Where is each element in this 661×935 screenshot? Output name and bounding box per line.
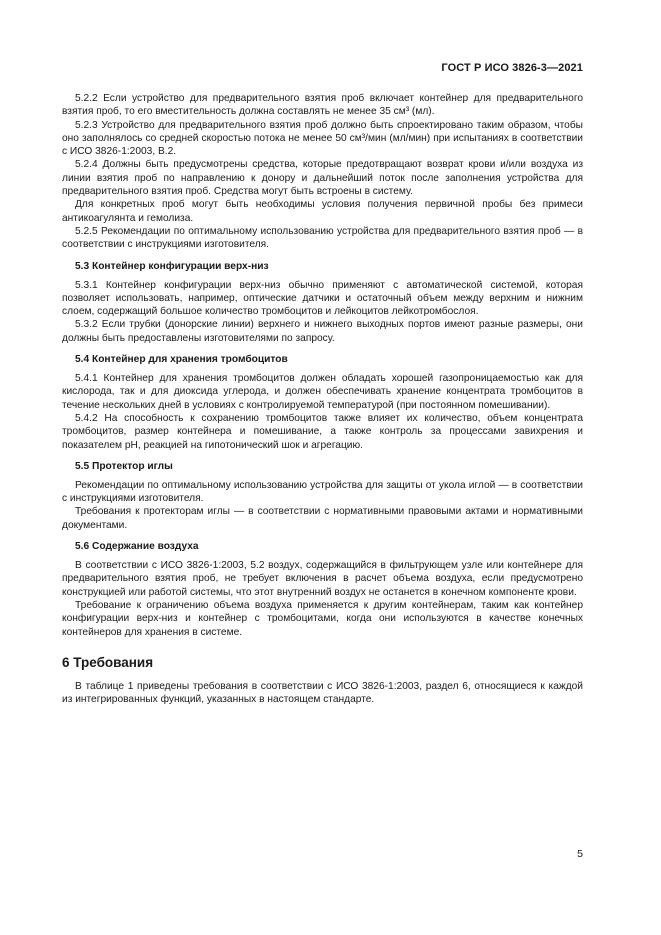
document-body [62,92,583,706]
paragraph-5-4-2: 5.4.2 На способность к сохранению тромбоцитов также влияет их количество, объем концентрата тромбоцитов, размер контейнера и помешивание, а также контроль за процессами завихрения и показателем pH, реакцией на гипотонический шок и агрегацию. [62,412,583,451]
paragraph-6-a: В таблице 1 приведены требования в соответствии с ИСО 3826-1:2003, раздел 6, относящиеся к каждой из интегрированных функций, указанных в настоящем стандарте. [62,680,583,706]
paragraph-5-5-a: Рекомендации по оптимальному использованию устройства для защиты от укола иглой — в соответствии с инструкциями изготовителя. [62,479,583,505]
document-id-header: ГОСТ Р ИСО 3826-3—2021 [441,62,583,74]
paragraph-5-6-a: В соответствии с ИСО 3826-1:2003, 5.2 воздух, содержащийся в фильтрующем узле или контейнере для предварительного взятия проб, не требует включения в расчет объема воздуха, если предусмотрено конструкцией или работой системы, что этот внутренний воздух не останется в конечном компоненте крови. [62,560,583,598]
paragraph-5-2-2: 5.2.2 Если устройство для предварительного взятия проб включает контейнер для предварительного взятия проб, то его вместительность должна составлять не менее 35 см³ (мл). [62,93,583,118]
paragraph-5-3-1: 5.3.1 Контейнер конфигурации верх-низ обычно применяют с автоматической системой, которая позволяет использовать, например, оптические датчики и остаточный объем между верхним и нижним слоем, содержащий большое количество тромбоцитов и лейкоцитов лейкотромбослоя. [62,279,583,318]
paragraph-5-4-1: 5.4.1 Контейнер для хранения тромбоцитов должен обладать хорошей газопроницаемостью как для кислорода, так и для диоксида углерода, и должен обеспечивать хранение концентрата тромбоцитов в течение нескольких дней в условиях с контролируемой температурой (при постоянном помешивании). [62,373,583,411]
paragraph-5-2-4-note: Для конкретных проб могут быть необходимы условия получения первичной пробы без примеси антикоагулянта и гемолиза. [62,199,583,224]
paragraph-5-6-b: Требование к ограничению объема воздуха применяется к другим контейнерам, таким как контейнер конфигурации верх-низ и контейнер с тромбоцитами, когда они используются в качестве конечных контейнеров для хранения в системе. [62,599,583,638]
paragraph-5-3-2: 5.3.2 Если трубки (донорские линии) верхнего и нижнего выходных портов имеют разные размеры, они должны быть предоставлены изготовителями по запросу. [62,319,583,344]
paragraph-5-5-b: Требования к протекторам иглы — в соответствии с нормативными правовыми актами и нормативными документами. [62,506,583,531]
section-heading-5-3: 5.3 Контейнер конфигурации верх-низ [75,260,269,272]
paragraph-5-2-4: 5.2.4 Должны быть предусмотрены средства, которые предотвращают возврат крови и/или воздуха из линии взятия проб по направлению к донору и дальнейший поток после заполнения устройства для предварительного взятия проб. Средства могут быть встроены в систему. [62,159,583,198]
paragraph-5-2-3: 5.2.3 Устройство для предварительного взятия проб должно быть спроектировано таким образом, чтобы оно заполнялось со средней скоростью потока не менее 50 см³/мин (мл/мин) при испытаниях в соответствии с ИСО 3826-1:2003, В.2. [62,119,583,158]
paragraph-5-2-5: 5.2.5 Рекомендации по оптимальному использованию устройства для предварительного взятия проб — в соответствии с инструкциями изготовителя. [62,225,583,251]
section-heading-5-5: 5.5 Протектор иглы [75,460,173,472]
page-number: 5 [577,848,583,860]
section-heading-6: 6 Требования [62,654,154,670]
section-heading-5-6: 5.6 Содержание воздуха [75,541,199,553]
section-heading-5-4: 5.4 Контейнер для хранения тромбоцитов [75,354,288,366]
